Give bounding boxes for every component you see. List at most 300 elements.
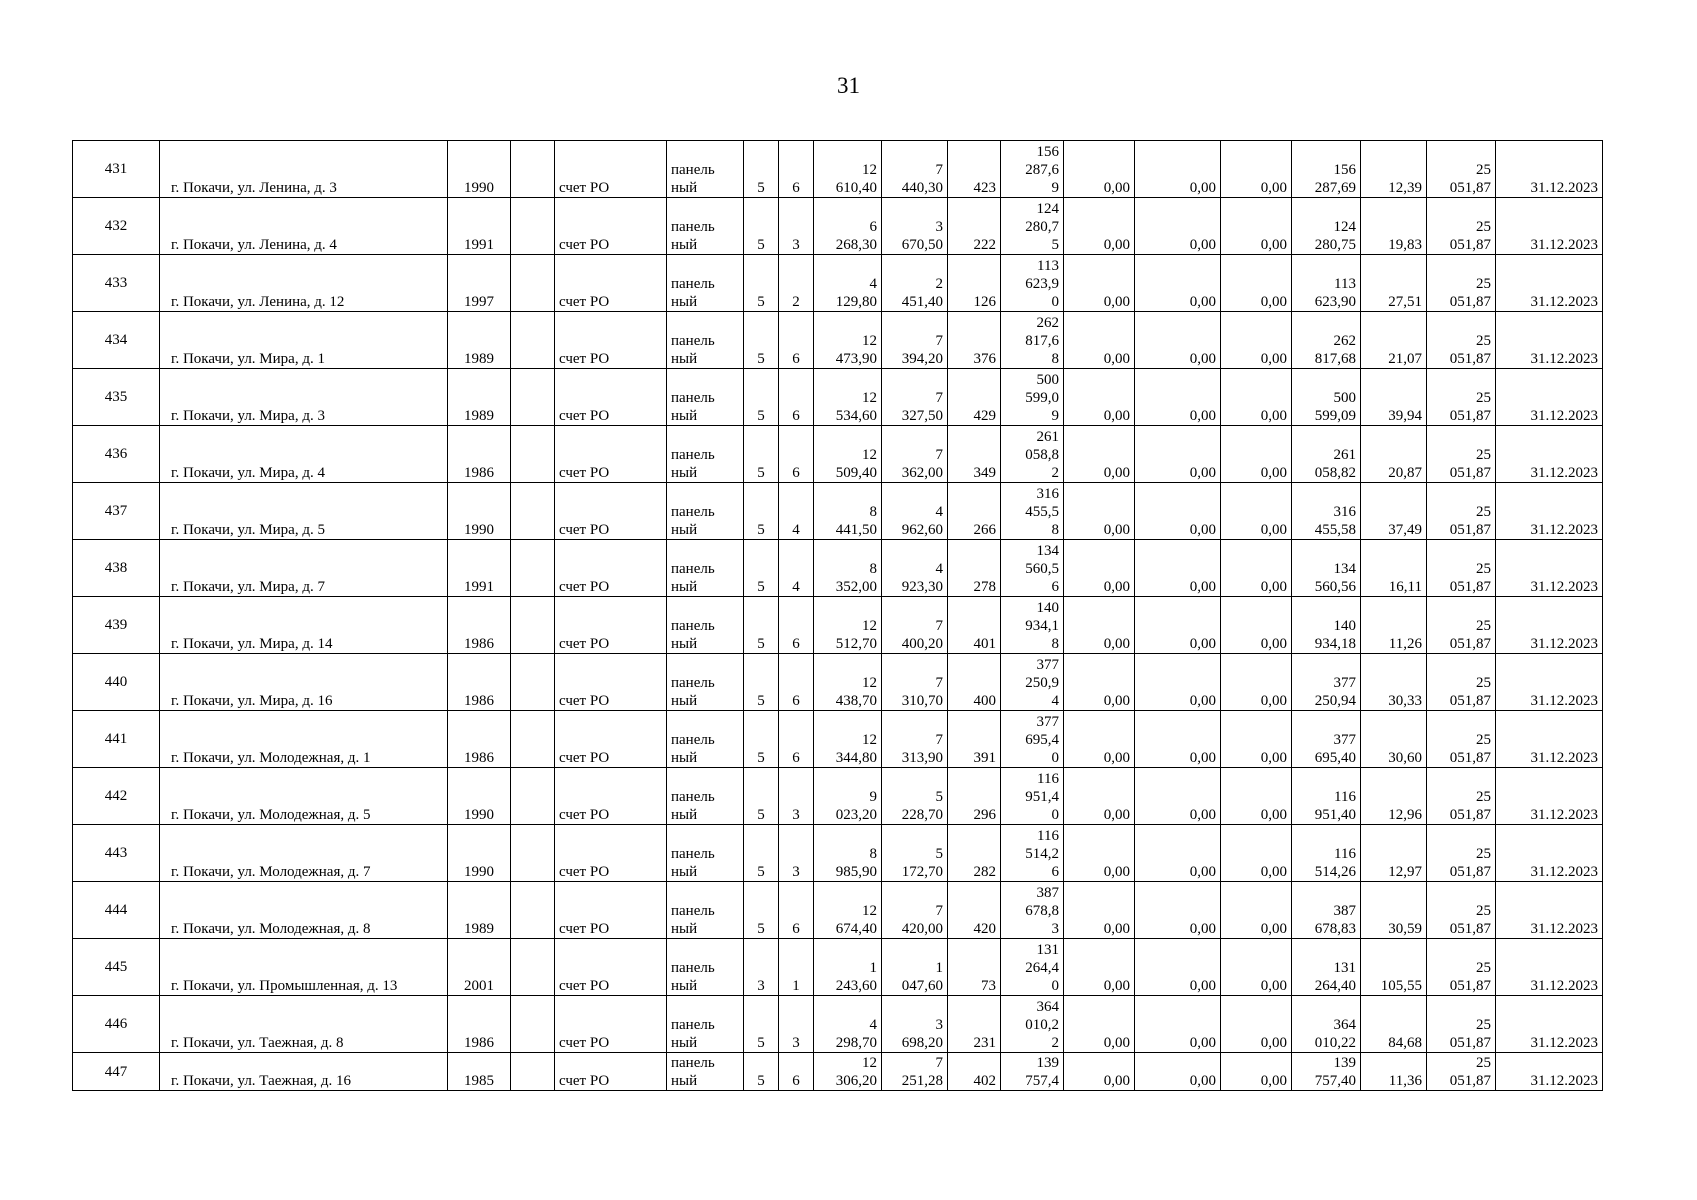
total-cost-cell-line: 695,4 (1025, 732, 1059, 748)
row-number-cell: 446 (73, 996, 160, 1053)
residents-cell: 231 (948, 996, 1001, 1053)
cost-owners-cell-line: 695,40 (1314, 750, 1356, 766)
limit-cost-cell-line: 25 (1476, 561, 1491, 577)
year-cell: 1985 (448, 1053, 511, 1091)
total-area-cell (814, 198, 882, 255)
cost-owners-cell (1292, 768, 1361, 825)
cost-fund-cell: 0,00 (1064, 882, 1135, 939)
fund-method-cell: счет РО (555, 597, 667, 654)
total-cost-cell-line: 757,4 (1025, 1073, 1059, 1089)
wall-material-cell (667, 1053, 744, 1091)
wall-material-cell-line: ный (671, 693, 698, 709)
fund-method-cell: счет РО (555, 141, 667, 198)
cost-owners-cell-line: 377 (1333, 732, 1356, 748)
cost-local-cell: 0,00 (1221, 654, 1292, 711)
total-area-cell-line: 8 (869, 504, 877, 520)
total-cost-cell-line: 364 (1036, 999, 1059, 1015)
total-cost-cell-line: 387 (1036, 885, 1059, 901)
living-area-cell (882, 255, 948, 312)
living-area-cell-line: 4 (935, 504, 943, 520)
table-row (73, 597, 1603, 654)
residents-cell: 296 (948, 768, 1001, 825)
floors-cell: 5 (744, 654, 779, 711)
floors-cell: 5 (744, 711, 779, 768)
limit-cost-cell-line: 051,87 (1449, 408, 1491, 424)
cost-owners-cell-line: 757,40 (1314, 1073, 1356, 1089)
total-cost-cell-line: 134 (1036, 543, 1059, 559)
cost-owners-cell-line: 262 (1333, 333, 1356, 349)
limit-cost-cell (1427, 426, 1496, 483)
table-body (73, 141, 1603, 1091)
entrances-cell: 4 (779, 483, 814, 540)
deadline-date-cell: 31.12.2023 (1496, 426, 1603, 483)
limit-cost-cell-line: 25 (1476, 732, 1491, 748)
total-area-cell-line: 12 (862, 447, 877, 463)
living-area-cell-line: 7 (935, 732, 943, 748)
limit-cost-cell-line: 051,87 (1449, 180, 1491, 196)
year-cell: 1991 (448, 540, 511, 597)
wall-material-cell (667, 540, 744, 597)
total-cost-cell-line: 500 (1036, 372, 1059, 388)
address-cell: г. Покачи, ул. Молодежная, д. 1 (160, 711, 448, 768)
table-row (73, 540, 1603, 597)
total-area-cell-line: 12 (862, 618, 877, 634)
entrances-cell: 6 (779, 369, 814, 426)
cost-owners-cell-line: 261 (1333, 447, 1356, 463)
wall-material-cell (667, 939, 744, 996)
unit-cost-cell: 19,83 (1361, 198, 1427, 255)
address-cell: г. Покачи, ул. Таежная, д. 8 (160, 996, 448, 1053)
wall-material-cell (667, 825, 744, 882)
cost-owners-cell (1292, 939, 1361, 996)
total-cost-cell-line: 010,2 (1025, 1017, 1059, 1033)
total-cost-cell-line: 951,4 (1025, 789, 1059, 805)
residents-cell: 278 (948, 540, 1001, 597)
cost-owners-cell-line: 377 (1333, 675, 1356, 691)
total-area-cell-line: 9 (869, 789, 877, 805)
address-cell: г. Покачи, ул. Молодежная, д. 7 (160, 825, 448, 882)
limit-cost-cell-line: 051,87 (1449, 351, 1491, 367)
row-number-cell: 435 (73, 369, 160, 426)
entrances-cell: 3 (779, 996, 814, 1053)
row-number-cell: 432 (73, 198, 160, 255)
wall-material-cell-line: ный (671, 864, 698, 880)
wall-material-cell-line: панель (671, 561, 715, 577)
total-area-cell-line: 344,80 (835, 750, 877, 766)
total-cost-cell-line: 0 (1051, 750, 1059, 766)
address-cell: г. Покачи, ул. Таежная, д. 16 (160, 1053, 448, 1091)
fund-method-cell: счет РО (555, 540, 667, 597)
living-area-cell (882, 483, 948, 540)
wall-material-cell-line: ный (671, 1073, 698, 1089)
table-row (73, 483, 1603, 540)
wall-material-cell-line: ный (671, 807, 698, 823)
cost-local-cell: 0,00 (1221, 996, 1292, 1053)
deadline-date-cell: 31.12.2023 (1496, 540, 1603, 597)
cost-owners-cell-line: 599,09 (1314, 408, 1356, 424)
cost-owners-cell-line: 124 (1333, 219, 1356, 235)
wall-material-cell (667, 198, 744, 255)
wall-material-cell-line: панель (671, 390, 715, 406)
living-area-cell-line: 1 (935, 960, 943, 976)
limit-cost-cell-line: 25 (1476, 903, 1491, 919)
living-area-cell-line: 420,00 (901, 921, 943, 937)
cost-owners-cell (1292, 369, 1361, 426)
floors-cell: 5 (744, 426, 779, 483)
living-area-cell-line: 4 (935, 561, 943, 577)
living-area-cell (882, 141, 948, 198)
page-number: 31 (837, 73, 860, 98)
wall-material-cell-line: панель (671, 789, 715, 805)
address-cell: г. Покачи, ул. Ленина, д. 12 (160, 255, 448, 312)
limit-cost-cell-line: 25 (1476, 789, 1491, 805)
total-area-cell-line: 023,20 (835, 807, 877, 823)
entrances-cell: 6 (779, 597, 814, 654)
limit-cost-cell-line: 051,87 (1449, 636, 1491, 652)
address-cell: г. Покачи, ул. Мира, д. 3 (160, 369, 448, 426)
total-cost-cell (1001, 711, 1064, 768)
cost-local-cell: 0,00 (1221, 939, 1292, 996)
wall-material-cell (667, 882, 744, 939)
address-cell: г. Покачи, ул. Мира, д. 4 (160, 426, 448, 483)
total-cost-cell-line: 280,7 (1025, 219, 1059, 235)
wall-material-cell-line: панель (671, 504, 715, 520)
cost-budget-cell: 0,00 (1135, 255, 1221, 312)
residents-cell: 266 (948, 483, 1001, 540)
residents-cell: 429 (948, 369, 1001, 426)
wall-material-cell (667, 597, 744, 654)
total-area-cell-line: 1 (869, 960, 877, 976)
row-number-cell: 438 (73, 540, 160, 597)
total-cost-cell-line: 287,6 (1025, 162, 1059, 178)
wall-material-cell-line: панель (671, 447, 715, 463)
entrances-cell: 6 (779, 654, 814, 711)
address-cell: г. Покачи, ул. Ленина, д. 4 (160, 198, 448, 255)
wall-material-cell-line: ный (671, 636, 698, 652)
total-area-cell-line: 12 (862, 675, 877, 691)
floors-cell: 5 (744, 141, 779, 198)
residents-cell: 400 (948, 654, 1001, 711)
limit-cost-cell (1427, 255, 1496, 312)
cost-fund-cell: 0,00 (1064, 369, 1135, 426)
cost-local-cell: 0,00 (1221, 198, 1292, 255)
living-area-cell (882, 825, 948, 882)
total-cost-cell-line: 2 (1051, 465, 1059, 481)
total-cost-cell-line: 678,8 (1025, 903, 1059, 919)
empty-cell (511, 825, 555, 882)
cost-fund-cell: 0,00 (1064, 939, 1135, 996)
fund-method-cell: счет РО (555, 825, 667, 882)
wall-material-cell-line: ный (671, 750, 698, 766)
total-cost-cell-line: 264,4 (1025, 960, 1059, 976)
residents-cell: 401 (948, 597, 1001, 654)
total-cost-cell (1001, 426, 1064, 483)
table-row (73, 768, 1603, 825)
total-area-cell-line: 509,40 (835, 465, 877, 481)
limit-cost-cell-line: 25 (1476, 960, 1491, 976)
year-cell: 2001 (448, 939, 511, 996)
total-cost-cell-line: 131 (1036, 942, 1059, 958)
empty-cell (511, 369, 555, 426)
year-cell: 1989 (448, 312, 511, 369)
wall-material-cell-line: панель (671, 1017, 715, 1033)
unit-cost-cell: 20,87 (1361, 426, 1427, 483)
cost-owners-cell (1292, 654, 1361, 711)
limit-cost-cell (1427, 996, 1496, 1053)
unit-cost-cell: 12,97 (1361, 825, 1427, 882)
cost-budget-cell: 0,00 (1135, 882, 1221, 939)
limit-cost-cell (1427, 540, 1496, 597)
year-cell: 1990 (448, 141, 511, 198)
living-area-cell-line: 923,30 (901, 579, 943, 595)
cost-owners-cell (1292, 882, 1361, 939)
total-cost-cell-line: 316 (1036, 486, 1059, 502)
total-cost-cell-line: 934,1 (1025, 618, 1059, 634)
deadline-date-cell: 31.12.2023 (1496, 1053, 1603, 1091)
living-area-cell-line: 3 (935, 219, 943, 235)
deadline-date-cell: 31.12.2023 (1496, 369, 1603, 426)
limit-cost-cell-line: 051,87 (1449, 1073, 1491, 1089)
limit-cost-cell-line: 051,87 (1449, 237, 1491, 253)
deadline-date-cell: 31.12.2023 (1496, 141, 1603, 198)
limit-cost-cell-line: 25 (1476, 219, 1491, 235)
living-area-cell-line: 440,30 (901, 180, 943, 196)
row-number-cell: 444 (73, 882, 160, 939)
limit-cost-cell-line: 25 (1476, 1055, 1491, 1071)
cost-budget-cell: 0,00 (1135, 141, 1221, 198)
fund-method-cell: счет РО (555, 369, 667, 426)
total-cost-cell-line: 9 (1051, 180, 1059, 196)
wall-material-cell-line: ный (671, 978, 698, 994)
living-area-cell-line: 7 (935, 447, 943, 463)
cost-local-cell: 0,00 (1221, 540, 1292, 597)
cost-owners-cell-line: 250,94 (1314, 693, 1356, 709)
cost-owners-cell-line: 514,26 (1314, 864, 1356, 880)
empty-cell (511, 996, 555, 1053)
total-area-cell (814, 1053, 882, 1091)
limit-cost-cell (1427, 654, 1496, 711)
table-row (73, 141, 1603, 198)
living-area-cell (882, 312, 948, 369)
cost-owners-cell-line: 623,90 (1314, 294, 1356, 310)
wall-material-cell-line: панель (671, 675, 715, 691)
cost-owners-cell-line: 455,58 (1314, 522, 1356, 538)
living-area-cell (882, 369, 948, 426)
limit-cost-cell (1427, 198, 1496, 255)
living-area-cell (882, 1053, 948, 1091)
total-cost-cell (1001, 597, 1064, 654)
limit-cost-cell-line: 25 (1476, 618, 1491, 634)
cost-local-cell: 0,00 (1221, 369, 1292, 426)
cost-budget-cell: 0,00 (1135, 540, 1221, 597)
floors-cell: 5 (744, 768, 779, 825)
limit-cost-cell-line: 25 (1476, 162, 1491, 178)
table-row (73, 996, 1603, 1053)
total-cost-cell-line: 560,5 (1025, 561, 1059, 577)
deadline-date-cell: 31.12.2023 (1496, 825, 1603, 882)
cost-owners-cell (1292, 312, 1361, 369)
year-cell: 1990 (448, 825, 511, 882)
cost-owners-cell (1292, 825, 1361, 882)
unit-cost-cell: 11,36 (1361, 1053, 1427, 1091)
total-cost-cell-line: 250,9 (1025, 675, 1059, 691)
table-row (73, 654, 1603, 711)
table-row (73, 426, 1603, 483)
total-cost-cell-line: 5 (1051, 237, 1059, 253)
limit-cost-cell (1427, 711, 1496, 768)
cost-budget-cell: 0,00 (1135, 825, 1221, 882)
table-row (73, 882, 1603, 939)
row-number-cell: 445 (73, 939, 160, 996)
limit-cost-cell-line: 051,87 (1449, 921, 1491, 937)
address-cell: г. Покачи, ул. Мира, д. 14 (160, 597, 448, 654)
deadline-date-cell: 31.12.2023 (1496, 996, 1603, 1053)
cost-owners-cell-line: 116 (1334, 789, 1356, 805)
unit-cost-cell: 12,39 (1361, 141, 1427, 198)
total-cost-cell-line: 6 (1051, 864, 1059, 880)
empty-cell (511, 768, 555, 825)
living-area-cell-line: 7 (935, 390, 943, 406)
total-cost-cell-line: 377 (1036, 657, 1059, 673)
total-area-cell-line: 610,40 (835, 180, 877, 196)
limit-cost-cell (1427, 939, 1496, 996)
year-cell: 1986 (448, 711, 511, 768)
living-area-cell-line: 7 (935, 333, 943, 349)
year-cell: 1989 (448, 369, 511, 426)
limit-cost-cell-line: 25 (1476, 390, 1491, 406)
cost-owners-cell-line: 116 (1334, 846, 1356, 862)
cost-owners-cell-line: 058,82 (1314, 465, 1356, 481)
cost-local-cell: 0,00 (1221, 141, 1292, 198)
living-area-cell (882, 597, 948, 654)
total-cost-cell (1001, 312, 1064, 369)
wall-material-cell (667, 369, 744, 426)
wall-material-cell-line: ный (671, 921, 698, 937)
wall-material-cell-line: ный (671, 180, 698, 196)
row-number-cell: 440 (73, 654, 160, 711)
deadline-date-cell: 31.12.2023 (1496, 654, 1603, 711)
floors-cell: 5 (744, 597, 779, 654)
total-cost-cell-line: 8 (1051, 636, 1059, 652)
wall-material-cell-line: ный (671, 1035, 698, 1051)
cost-owners-cell-line: 316 (1333, 504, 1356, 520)
total-cost-cell-line: 623,9 (1025, 276, 1059, 292)
wall-material-cell-line: панель (671, 276, 715, 292)
empty-cell (511, 312, 555, 369)
living-area-cell-line: 962,60 (901, 522, 943, 538)
year-cell: 1997 (448, 255, 511, 312)
wall-material-cell (667, 654, 744, 711)
wall-material-cell-line: ный (671, 522, 698, 538)
limit-cost-cell-line: 051,87 (1449, 807, 1491, 823)
cost-fund-cell: 0,00 (1064, 711, 1135, 768)
fund-method-cell: счет РО (555, 654, 667, 711)
total-cost-cell-line: 817,6 (1025, 333, 1059, 349)
limit-cost-cell-line: 051,87 (1449, 522, 1491, 538)
total-area-cell-line: 438,70 (835, 693, 877, 709)
cost-owners-cell-line: 364 (1333, 1017, 1356, 1033)
address-cell: г. Покачи, ул. Мира, д. 16 (160, 654, 448, 711)
cost-owners-cell (1292, 141, 1361, 198)
row-number-cell: 442 (73, 768, 160, 825)
floors-cell: 5 (744, 540, 779, 597)
row-number-cell: 439 (73, 597, 160, 654)
entrances-cell: 3 (779, 198, 814, 255)
deadline-date-cell: 31.12.2023 (1496, 312, 1603, 369)
table-row (73, 1053, 1603, 1091)
limit-cost-cell (1427, 369, 1496, 426)
cost-local-cell: 0,00 (1221, 597, 1292, 654)
cost-budget-cell: 0,00 (1135, 483, 1221, 540)
living-area-cell (882, 540, 948, 597)
address-cell: г. Покачи, ул. Промышленная, д. 13 (160, 939, 448, 996)
total-area-cell-line: 4 (869, 1017, 877, 1033)
entrances-cell: 6 (779, 711, 814, 768)
limit-cost-cell (1427, 825, 1496, 882)
wall-material-cell-line: ный (671, 408, 698, 424)
year-cell: 1989 (448, 882, 511, 939)
wall-material-cell-line: ный (671, 465, 698, 481)
floors-cell: 5 (744, 312, 779, 369)
empty-cell (511, 141, 555, 198)
empty-cell (511, 1053, 555, 1091)
entrances-cell: 6 (779, 312, 814, 369)
total-cost-cell-line: 6 (1051, 579, 1059, 595)
entrances-cell: 2 (779, 255, 814, 312)
living-area-cell-line: 451,40 (901, 294, 943, 310)
total-cost-cell (1001, 141, 1064, 198)
total-area-cell-line: 12 (862, 162, 877, 178)
table-row (73, 255, 1603, 312)
table-row (73, 312, 1603, 369)
limit-cost-cell-line: 051,87 (1449, 1035, 1491, 1051)
total-cost-cell (1001, 198, 1064, 255)
total-area-cell-line: 8 (869, 846, 877, 862)
total-cost-cell (1001, 825, 1064, 882)
limit-cost-cell-line: 051,87 (1449, 864, 1491, 880)
total-cost-cell (1001, 939, 1064, 996)
total-cost-cell (1001, 882, 1064, 939)
wall-material-cell (667, 768, 744, 825)
cost-budget-cell: 0,00 (1135, 597, 1221, 654)
cost-budget-cell: 0,00 (1135, 711, 1221, 768)
total-area-cell (814, 996, 882, 1053)
limit-cost-cell (1427, 141, 1496, 198)
total-area-cell (814, 426, 882, 483)
cost-budget-cell: 0,00 (1135, 939, 1221, 996)
deadline-date-cell: 31.12.2023 (1496, 711, 1603, 768)
cost-owners-cell-line: 139 (1333, 1055, 1356, 1071)
row-number-cell: 447 (73, 1053, 160, 1091)
deadline-date-cell: 31.12.2023 (1496, 255, 1603, 312)
cost-fund-cell: 0,00 (1064, 312, 1135, 369)
limit-cost-cell-line: 25 (1476, 1017, 1491, 1033)
living-area-cell-line: 310,70 (901, 693, 943, 709)
total-area-cell-line: 674,40 (835, 921, 877, 937)
entrances-cell: 6 (779, 141, 814, 198)
unit-cost-cell: 30,33 (1361, 654, 1427, 711)
empty-cell (511, 654, 555, 711)
total-cost-cell-line: 8 (1051, 522, 1059, 538)
table-row (73, 198, 1603, 255)
total-area-cell-line: 12 (862, 390, 877, 406)
total-area-cell-line: 985,90 (835, 864, 877, 880)
residents-cell: 376 (948, 312, 1001, 369)
living-area-cell (882, 768, 948, 825)
unit-cost-cell: 21,07 (1361, 312, 1427, 369)
cost-owners-cell (1292, 483, 1361, 540)
limit-cost-cell-line: 25 (1476, 504, 1491, 520)
